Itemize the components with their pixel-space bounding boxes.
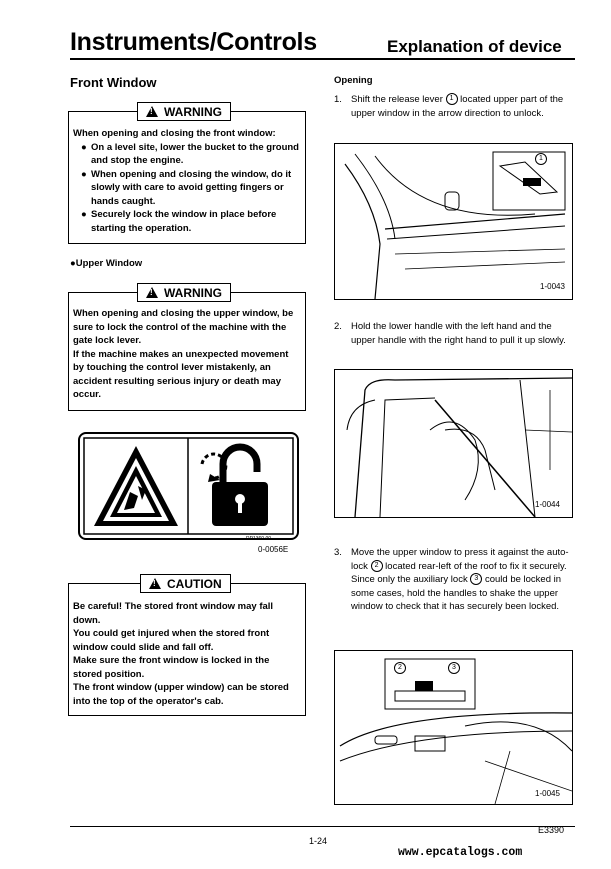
caution-line: Be careful! The stored front window may fall down.	[73, 601, 274, 626]
step-2: 2. Hold the lower handle with the left hand and the upper handle with the right hand to pull it up slowly.	[334, 321, 566, 346]
warning1-bullet: ● On a level site, lower the bucket to the ground and stop the engine.	[73, 141, 301, 168]
warning1-bullet: ● When opening and closing the window, do it slowly with care to avoid getting fingers or hands caught.	[73, 168, 301, 209]
section-title: Front Window	[70, 75, 157, 90]
caution-text	[73, 600, 301, 708]
warning2-line: When opening and closing the upper window, be sure to lock the control of the machine with the gate lock lever.	[73, 308, 294, 346]
bullet-icon: ●	[70, 258, 76, 269]
padlock-icon	[202, 447, 268, 526]
warning-badge	[137, 283, 231, 302]
warning-triangle-icon	[146, 106, 158, 117]
caution-line: Make sure the front window is locked in the stored position.	[73, 655, 270, 680]
caution-badge-label: CAUTION	[167, 576, 222, 591]
marker-1: 1	[446, 93, 458, 105]
watermark: www.epcatalogs.com	[398, 846, 523, 859]
figure-label: 1-0044	[535, 500, 560, 509]
figure-label: 1-0045	[535, 789, 560, 798]
upper-window-heading: ●Upper Window	[70, 258, 143, 269]
page-number: 1-24	[309, 836, 328, 846]
footer-rule	[70, 826, 575, 827]
warning-triangle-icon	[146, 287, 158, 298]
warning-triangle-icon	[149, 578, 161, 589]
safety-sign-image	[78, 432, 299, 540]
warning-badge-label: WARNING	[164, 104, 222, 119]
sign-label: 0-0056E	[258, 545, 289, 554]
document-code: E3390	[538, 825, 565, 835]
header-rule	[70, 58, 575, 60]
marker-2: 2	[371, 560, 383, 572]
page-title: Instruments/Controls	[70, 28, 317, 56]
warning2-line: If the machine makes an unexpected movement by touching the control lever mistakenly, an accident resulting serious injury or death may occur.	[73, 348, 289, 400]
figure-label: 1-0043	[540, 282, 565, 291]
caution-line: The front window (upper window) can be stored into the top of the operator's cab.	[73, 682, 289, 707]
page-subtitle: Explanation of device	[387, 37, 562, 56]
warning1-text	[73, 127, 301, 235]
warning-badge	[137, 102, 231, 121]
step-3: 3. Move the upper window to press it against the auto-lock 2 located rear-left of the roof to fix it securely. Since only the auxiliary lock 3 could be locked in some cases, hold the handles to shake the upper window to check that it has securely been locked.	[334, 547, 569, 612]
caution-badge	[140, 574, 231, 593]
step-1: 1. Shift the release lever 1 located upper part of the upper window in the arrow direction to unlock.	[334, 94, 564, 119]
warning-badge-label: WARNING	[164, 285, 222, 300]
sign-code: RP1360 00	[246, 536, 272, 542]
figure-auto-lock	[334, 650, 573, 805]
caution-line: You could get injured when the stored front window could slide and fall off.	[73, 628, 270, 653]
warning1-bullet: ● Securely lock the window in place before starting the operation.	[73, 208, 301, 235]
fig1-marker: 1	[535, 153, 547, 165]
fig3-marker-2: 2	[394, 662, 406, 674]
fig3-marker-3: 3	[448, 662, 460, 674]
marker-3: 3	[470, 573, 482, 585]
figure-release-lever	[334, 143, 573, 300]
warning1-intro: When opening and closing the front window:	[73, 128, 276, 139]
figure-pull-up-window	[334, 369, 573, 518]
warning2-text	[73, 307, 301, 402]
opening-heading: Opening	[334, 75, 373, 86]
